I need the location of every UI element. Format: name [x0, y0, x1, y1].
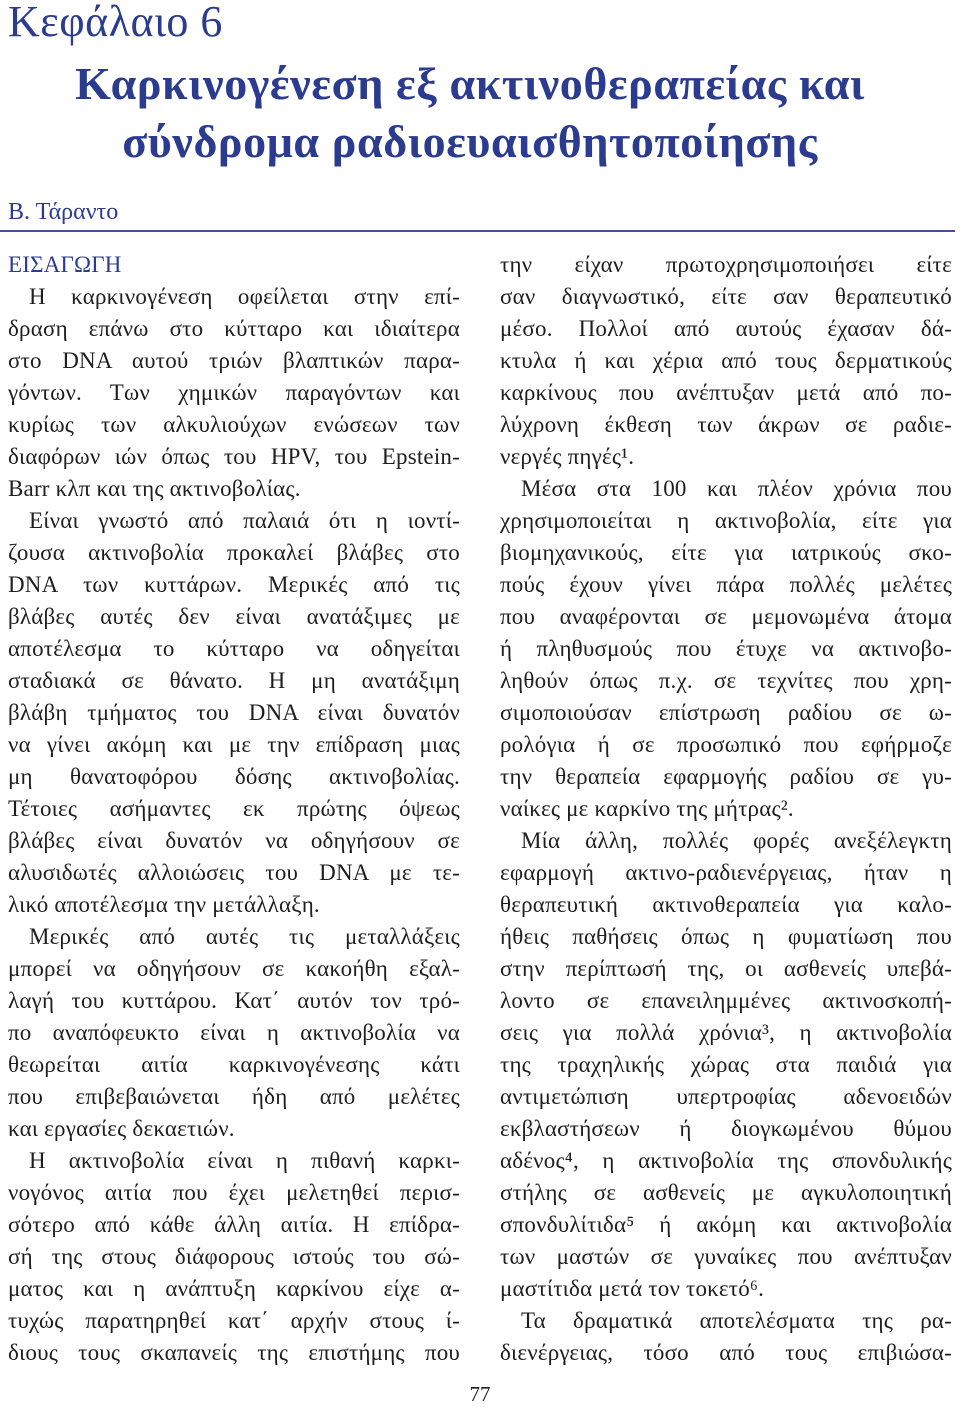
text-line: νογόνος αιτία που έχει μελετηθεί περισ- [8, 1180, 460, 1205]
text-line: λικό αποτέλεσμα την μετάλλαξη. [8, 892, 320, 917]
text-line: ρολόγια ή σε προσωπικό που εφήρμοζε [500, 732, 952, 757]
text-line: ληθούν όπως π.χ. σε τεχνίτες που χρη- [500, 668, 952, 693]
text-line: πο αναπόφευκτο είναι η ακτινοβολία να [8, 1020, 460, 1045]
text-line: Είναι γνωστό από παλαιά ότι η ιοντί- [29, 508, 460, 533]
text-line: γόντων. Των χημικών παραγόντων και [8, 380, 460, 405]
text-line: και εργασίες δεκαετιών. [8, 1116, 235, 1141]
text-line: Μερικές από αυτές τις μεταλλάξεις [29, 924, 460, 949]
chapter-label: Κεφάλαιο 6 [8, 0, 223, 46]
text-line: εκβλαστήσεων ή διογκωμένου θύμου [500, 1116, 952, 1141]
text-line: μαστίτιδα μετά τον τοκετό⁶. [500, 1276, 765, 1301]
text-line: αντιμετώπιση υπερτροφίας αδενοειδών [500, 1084, 952, 1109]
text-line: κτυλα ή και χέρια από τους δερματικούς [500, 348, 952, 373]
text-line: εφαρμογή ακτινο-ραδιενέργειας, ήταν η [500, 860, 952, 885]
text-line: Μία άλλη, πολλές φορές ανεξέλεγκτη [521, 828, 952, 853]
text-line: ήθεις παθήσεις όπως η φυματίωση που [500, 924, 952, 949]
right-column [500, 249, 952, 1369]
text-line: αλυσιδωτές αλλοιώσεις του DNA με τε- [8, 860, 460, 885]
text-line: Η ακτινοβολία είναι η πιθανή καρκι- [29, 1148, 460, 1173]
text-line: διαφόρων ιών όπως του HPV, του Epstein- [8, 444, 460, 469]
text-line: της τραχηλικής χώρας στα παιδιά για [500, 1052, 952, 1077]
text-line: την είχαν πρωτοχρησιμοποιήσει είτε [500, 252, 952, 277]
text-line: ναίκες με καρκίνο της μήτρας². [500, 796, 794, 821]
text-line: κυρίως των αλκυλιούχων ενώσεων των [8, 412, 460, 437]
text-line: σεις για πολλά χρόνια³, η ακτινοβολία [500, 1020, 952, 1045]
paragraph [8, 921, 460, 1145]
text-line: βιομηχανικούς, είτε για ιατρικούς σκο- [500, 540, 952, 565]
text-line: βλάβες αυτές δεν είναι ανατάξιμες με [8, 604, 460, 629]
text-line: νεργές πηγές¹. [500, 444, 635, 469]
text-line: μέσο. Πολλοί από αυτούς έχασαν δά- [500, 316, 952, 341]
paragraph [8, 505, 460, 921]
chapter-title [0, 55, 940, 171]
text-line: σότερο από κάθε άλλη αιτία. Η επίδρα- [8, 1212, 460, 1237]
text-line: λοντο σε επανειλημμένες ακτινοσκοπή- [500, 988, 952, 1013]
chapter-title-line: Καρκινογένεση εξ ακτινοθεραπείας και [75, 58, 865, 109]
header-divider [0, 230, 955, 232]
paragraph [8, 1145, 460, 1369]
text-line: Μέσα στα 100 και πλέον χρόνια που [521, 476, 952, 501]
text-line: την θεραπεία εφαρμογής ραδίου σε γυ- [500, 764, 952, 789]
text-line: στήλης σε ασθενείς με αγκυλοποιητική [500, 1180, 952, 1205]
text-line: πούς έχουν γίνει πάρα πολλές μελέτες [500, 572, 952, 597]
text-line: ζουσα ακτινοβολία προκαλεί βλάβες στο [8, 540, 460, 565]
text-line: που αναφέρονται σε μεμονωμένα άτομα [500, 604, 952, 629]
text-line: Barr κλπ και της ακτινοβολίας. [8, 476, 301, 501]
text-line: θεραπευτική ακτινοθεραπεία για καλο- [500, 892, 952, 917]
text-line: ή πληθυσμούς που έτυχε να ακτινοβο- [500, 636, 952, 661]
section-heading: ΕΙΣΑΓΩΓΗ [8, 252, 122, 277]
left-column [8, 249, 460, 1369]
text-line: των μαστών σε γυναίκες που ανέπτυξαν [500, 1244, 952, 1269]
text-line: χρησιμοποιείται η ακτινοβολία, είτε για [500, 508, 952, 533]
text-line: να γίνει ακόμη και με την επίδραση μιας [8, 732, 460, 757]
text-line: αδένος⁴, η ακτινοβολία της σπονδυλικής [500, 1148, 952, 1173]
paragraph [500, 473, 952, 825]
author-name: Β. Τάραντο [8, 199, 119, 225]
text-line: Η καρκινογένεση οφείλεται στην επί- [29, 284, 460, 309]
text-line: δραση επάνω στο κύτταρο και ιδιαίτερα [8, 316, 460, 341]
text-line: σαν διαγνωστικό, είτε σαν θεραπευτικό [500, 284, 952, 309]
text-line: βλάβη τμήματος του DNA είναι δυνατόν [8, 700, 460, 725]
text-line: στο DNA αυτού τριών βλαπτικών παρα- [8, 348, 460, 373]
text-line: Τέτοιες ασήμαντες εκ πρώτης όψεως [8, 796, 460, 821]
text-line: σιμοποιούσαν επίστρωση ραδίου σε ω- [500, 700, 952, 725]
text-line: αποτέλεσμα το κύτταρο να οδηγείται [8, 636, 460, 661]
text-line: διενέργειας, τόσο από τους επιβιώσα- [500, 1340, 952, 1365]
text-line: λύχρονη έκθεση των άκρων σε ραδιε- [500, 412, 952, 437]
paragraph [500, 249, 952, 473]
paragraph [500, 825, 952, 1305]
page-number: 77 [469, 1382, 491, 1406]
text-line: που επιβεβαιώνεται ήδη από μελέτες [8, 1084, 460, 1109]
text-line: Τα δραματικά αποτελέσματα της ρα- [521, 1308, 952, 1333]
chapter-title-line: σύνδρομα ραδιοευαισθητοποίησης [122, 116, 818, 167]
text-line: μπορεί να οδηγήσουν σε κακοήθη εξαλ- [8, 956, 460, 981]
text-line: καρκίνους που ανέπτυξαν μετά από πο- [500, 380, 952, 405]
text-line: μη θανατοφόρου δόσης ακτινοβολίας. [8, 764, 460, 789]
text-line: ματος και η ανάπτυξη καρκίνου είχε α- [8, 1276, 460, 1301]
text-line: βλάβες είναι δυνατόν να οδηγήσουν σε [8, 828, 460, 853]
text-line: DNA των κυττάρων. Μερικές από τις [8, 572, 460, 597]
text-line: θεωρείται αιτία καρκινογένεσης κάτι [8, 1052, 460, 1077]
paragraph [8, 281, 460, 505]
text-line: διους τους σκαπανείς της επιστήμης που [8, 1340, 460, 1365]
paragraph [500, 1305, 952, 1369]
text-line: τυχώς παρατηρηθεί κατ΄ αρχήν στους ί- [8, 1308, 460, 1333]
text-line: σπονδυλίτιδα⁵ ή ακόμη και ακτινοβολία [500, 1212, 952, 1237]
text-line: σταδιακά σε θάνατο. Η μη ανατάξιμη [8, 668, 460, 693]
text-line: στην περίπτωσή της, οι ασθενείς υπεβά- [500, 956, 952, 981]
text-line: σή της στους διάφορους ιστούς του σώ- [8, 1244, 460, 1269]
text-line: λαγή του κυττάρου. Κατ΄ αυτόν τον τρό- [8, 988, 460, 1013]
